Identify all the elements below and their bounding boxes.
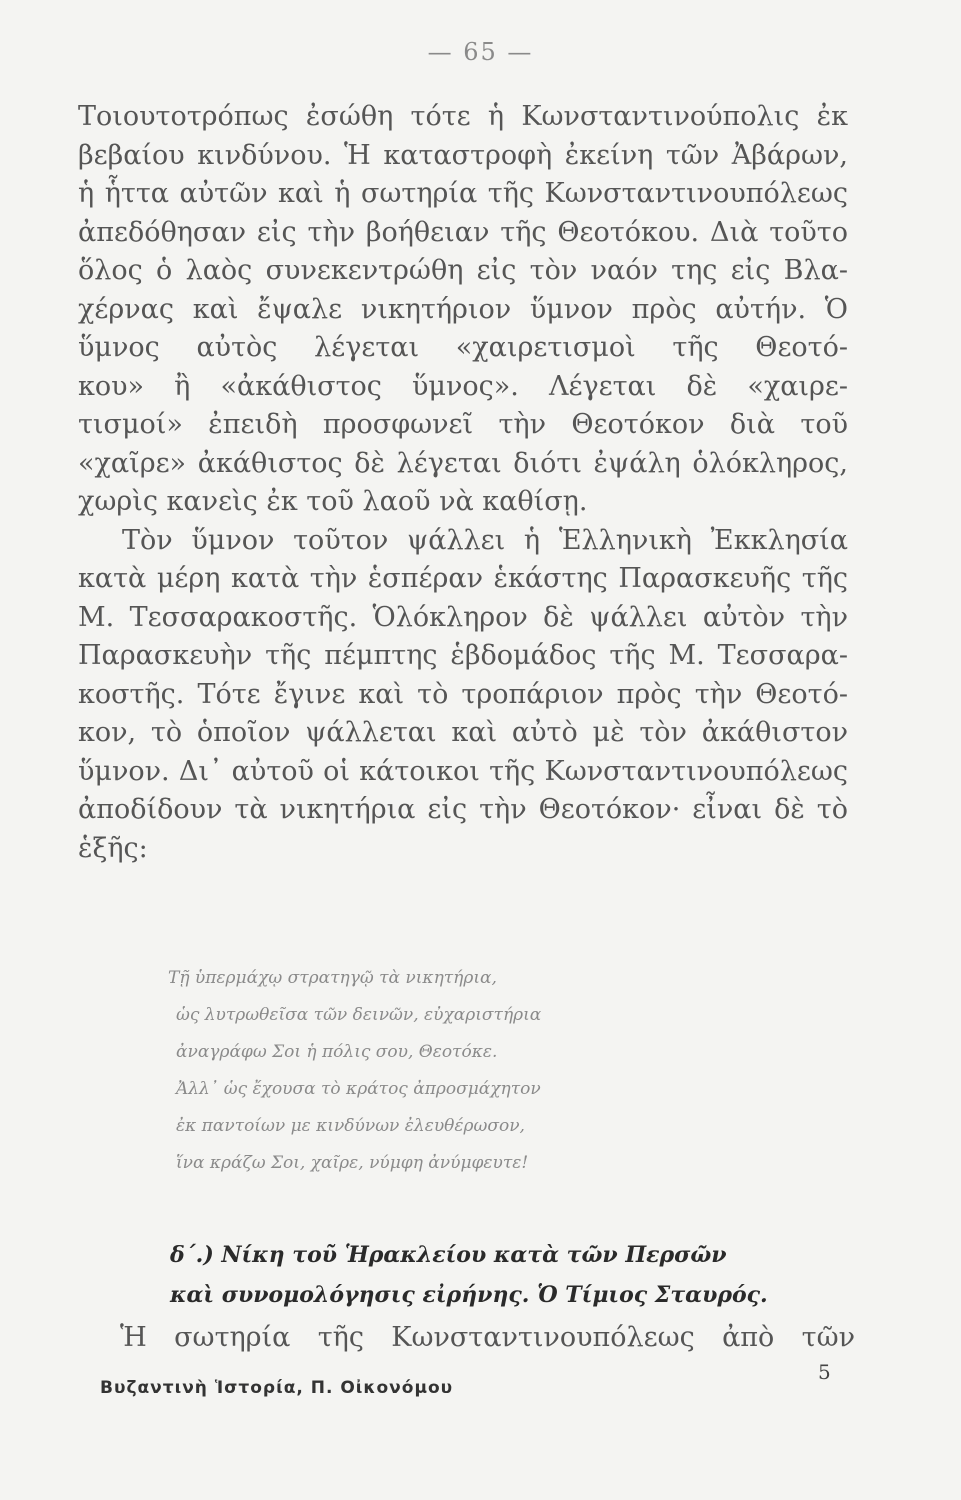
body-line: κοστῆς. Τότε ἔγινε καὶ τὸ τροπάριον πρὸς τὴν Θεοτό- (78, 678, 848, 710)
body-line: κον, τὸ ὁποῖον ψάλλεται καὶ αὐτὸ μὲ τὸν ἀκάθιστον (78, 717, 848, 748)
body-line: ὕμνος αὐτὸς λέγεται «χαιρετισμοὶ τῆς Θεοτό- (78, 332, 848, 363)
body-line: ὅλος ὁ λαὸς συνεκεντρώθη εἰς τὸν ναόν της εἰς Βλα- (78, 255, 848, 286)
section-heading-line: δ΄.) Νίκη τοῦ Ἡρακλείου κατὰ τῶν Περσῶν (170, 1242, 727, 1268)
body-text (78, 98, 848, 868)
signature-mark: 5 (818, 1360, 831, 1384)
body-line: Μ. Τεσσαρακοστῆς. Ὁλόκληρον δὲ ψάλλει αὐτὸν τὴν (78, 601, 848, 633)
body-line-continued: Ἡ σωτηρία τῆς Κωνσταντινουπόλεως ἀπὸ τῶν (120, 1322, 855, 1353)
body-line: ἡ ἧττα αὐτῶν καὶ ἡ σωτηρία τῆς Κωνσταντινουπόλεως (78, 178, 848, 209)
body-line: ὕμνον. Δι᾽ αὐτοῦ οἱ κάτοικοι τῆς Κωνσταντινουπόλεως (78, 755, 848, 787)
body-line: ἀποδίδουν τὰ νικητήρια εἰς τὴν Θεοτόκον· εἶναι δὲ τὸ (78, 794, 848, 825)
poem-line: ὡς λυτρωθεῖσα τῶν δεινῶν, εὐχαριστήρια (176, 1005, 542, 1025)
body-line: ἀπεδόθησαν εἰς τὴν βοήθειαν τῆς Θεοτόκου. Διὰ τοῦτο (78, 216, 848, 248)
body-line: κατὰ μέρη κατὰ τὴν ἑσπέραν ἑκάστης Παρασκευῆς τῆς (78, 563, 848, 594)
poem-line: Ἀλλ᾽ ὡς ἔχουσα τὸ κράτος ἀπροσμάχητον (176, 1079, 541, 1099)
poem-line: Τῇ ὑπερμάχῳ στρατηγῷ τὰ νικητήρια, (168, 968, 497, 988)
body-line: ἑξῆς: (78, 832, 148, 864)
hymn-poem (168, 960, 768, 1182)
body-line: χέρνας καὶ ἔψαλε νικητήριον ὕμνον πρὸς αὐτήν. Ὁ (78, 293, 848, 325)
section-heading-line: καὶ συνομολόγησις εἰρήνης. Ὁ Τίμιος Σταυρός. (170, 1282, 768, 1308)
body-line: χωρὶς κανεὶς ἐκ τοῦ λαοῦ νὰ καθίσῃ. (78, 486, 588, 517)
footer-source-title: Βυζαντινὴ Ἱστορία, Π. Οἰκονόμου (100, 1378, 454, 1398)
section-heading (170, 1235, 790, 1315)
body-line: Τὸν ὕμνον τοῦτον ψάλλει ἡ Ἑλληνικὴ Ἐκκλησία (122, 524, 848, 556)
poem-line: ἵνα κράζω Σοι, χαῖρε, νύμφη ἀνύμφευτε! (176, 1153, 529, 1173)
body-line: κου» ἢ «ἀκάθιστος ὕμνος». Λέγεται δὲ «χαιρε- (78, 370, 848, 402)
body-line: τισμοί» ἐπειδὴ προσφωνεῖ τὴν Θεοτόκον διὰ τοῦ (78, 409, 848, 440)
poem-line: ἐκ παντοίων με κινδύνων ἐλευθέρωσον, (176, 1116, 525, 1136)
body-line: «χαῖρε» ἀκάθιστος δὲ λέγεται διότι ἐψάλη ὁλόκληρος, (78, 447, 848, 479)
page-number: — 65 — (427, 38, 534, 66)
poem-line: ἀναγράφω Σοι ἡ πόλις σου, Θεοτόκε. (176, 1042, 498, 1062)
body-line: βεβαίου κινδύνου. Ἡ καταστροφὴ ἐκείνη τῶν Ἀβάρων, (78, 139, 848, 171)
body-line: Τοιουτοτρόπως ἐσώθη τότε ἡ Κωνσταντινούπολις ἐκ (78, 101, 848, 132)
body-line: Παρασκευὴν τῆς πέμπτης ἑβδομάδος τῆς Μ. Τεσσαρα- (78, 640, 848, 671)
